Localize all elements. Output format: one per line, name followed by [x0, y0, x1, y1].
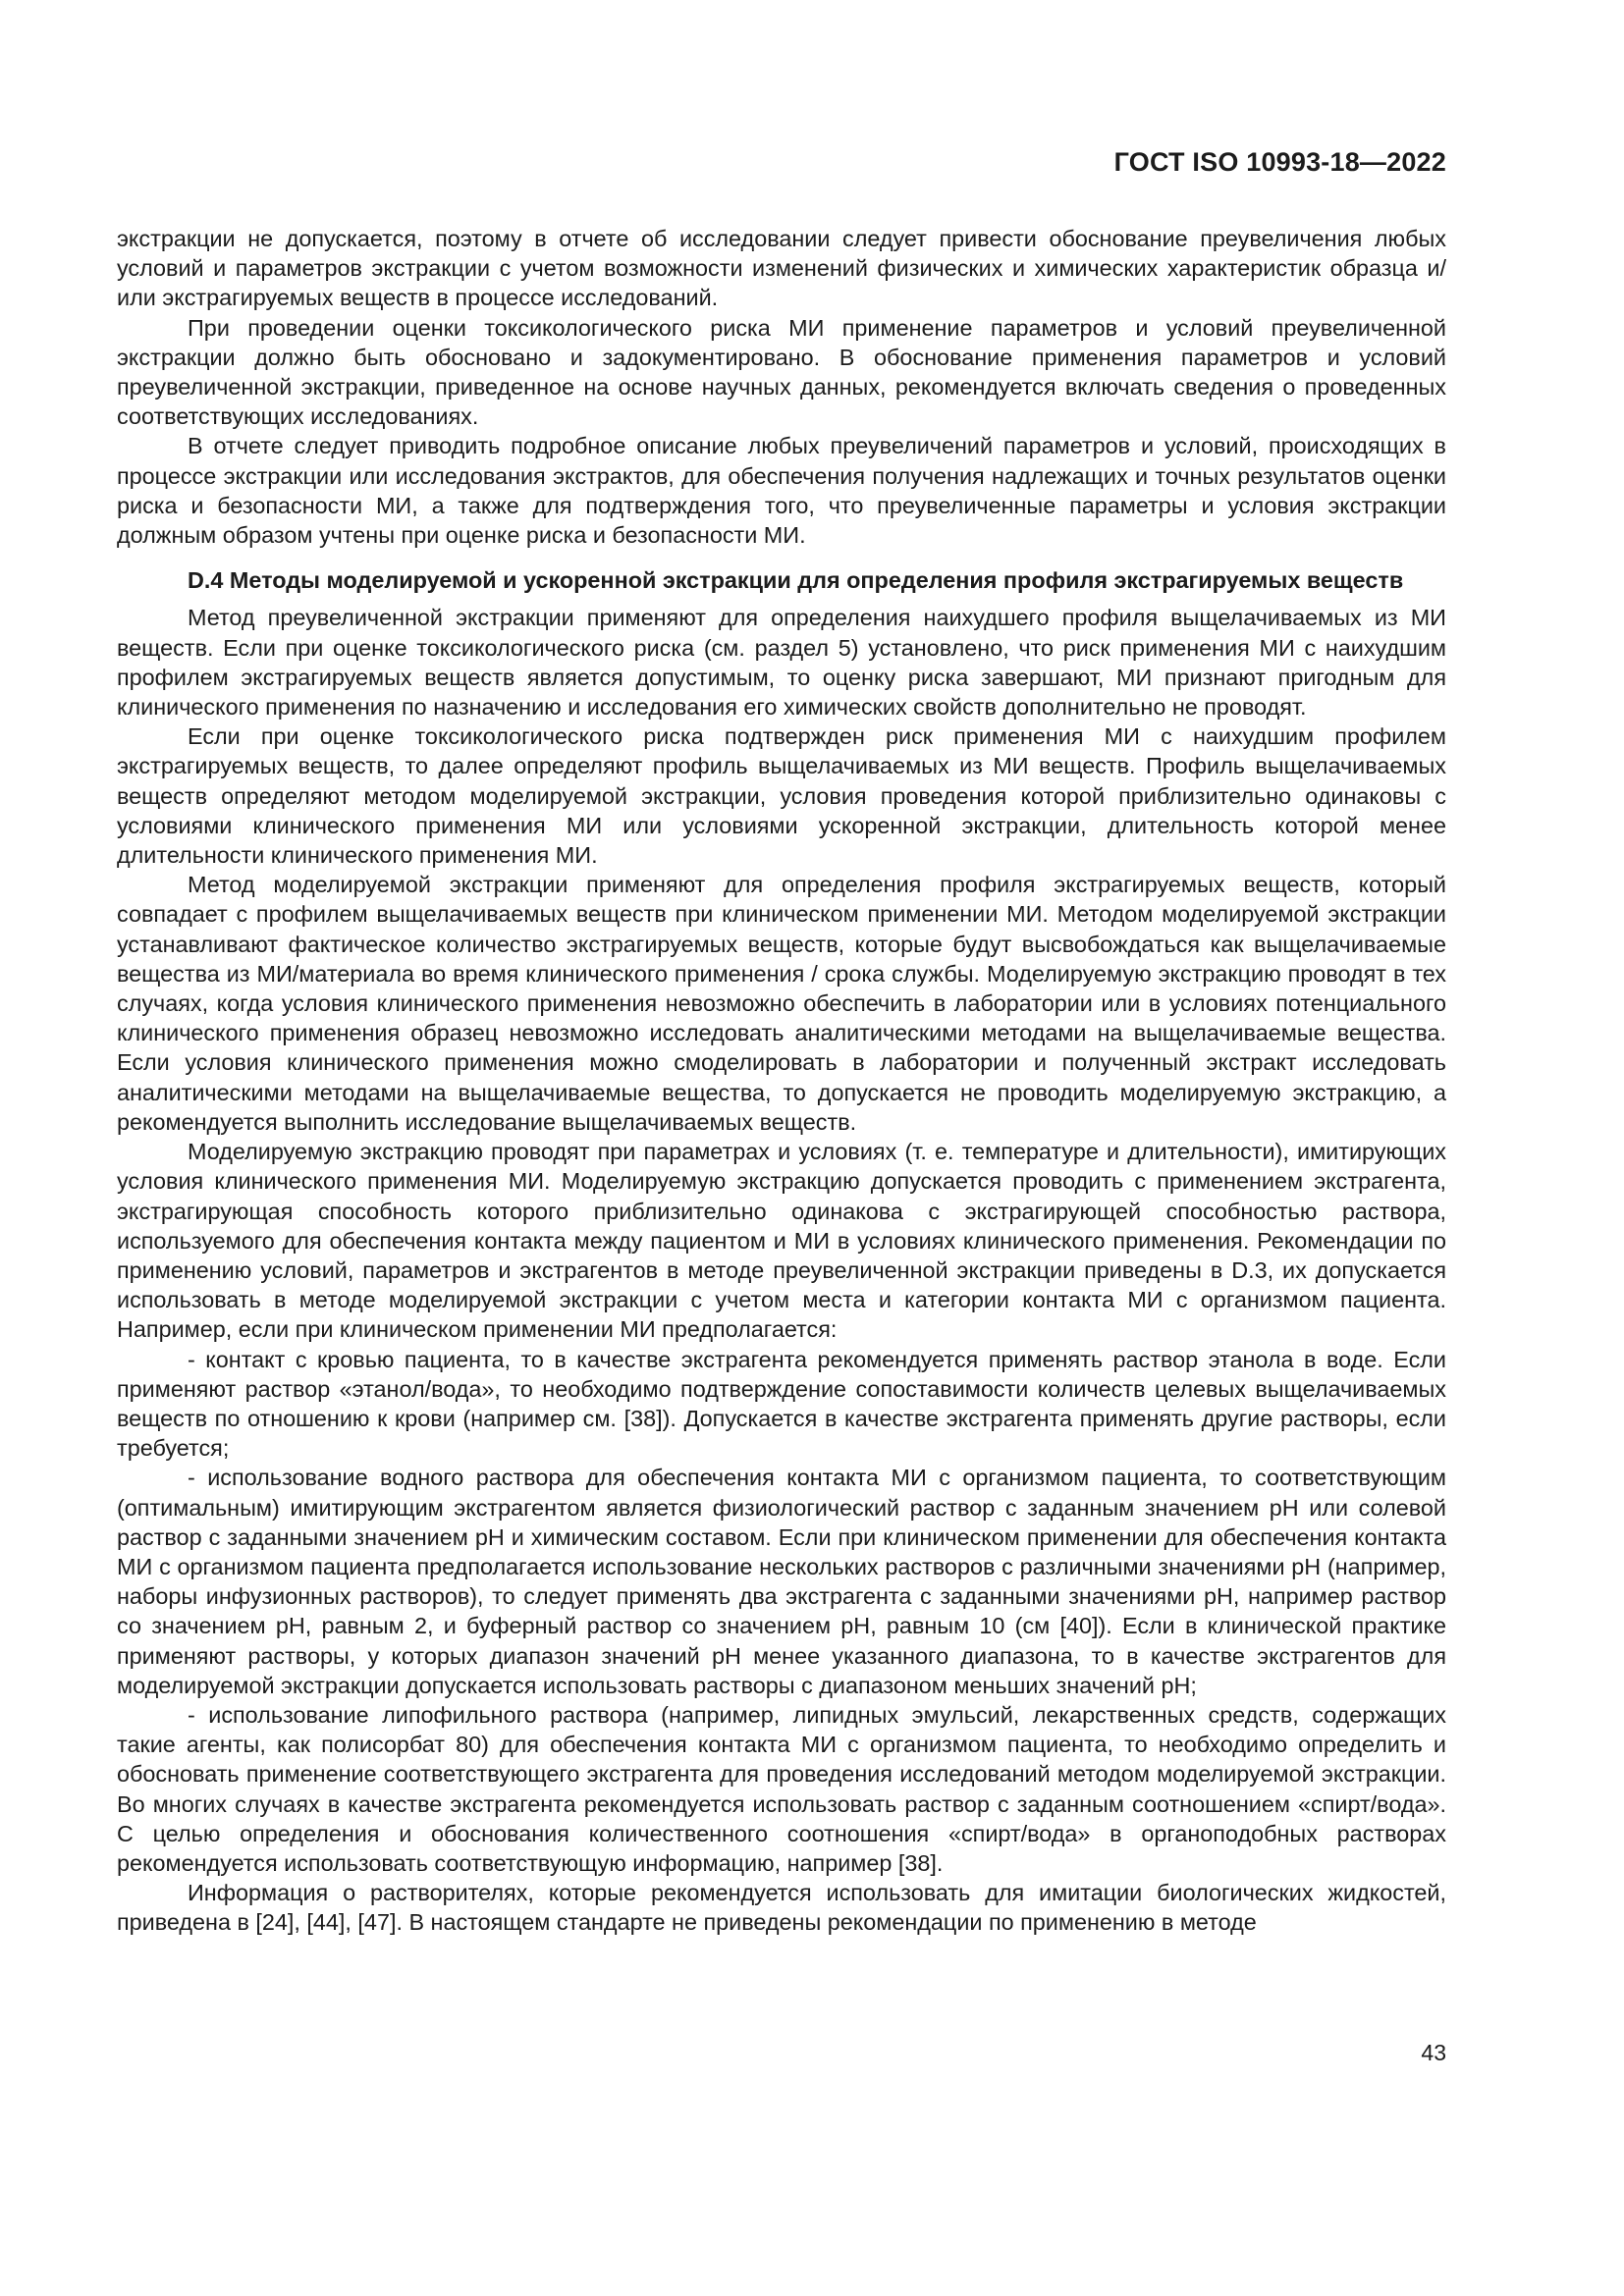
paragraph: Метод моделируемой экстракции применяют для определения профиля экстрагируемых веществ, который совпадает с профилем выщелачиваемых веществ при клиническом применении МИ. Методом моделируемой экстракции устанавливают фактическое количество экстрагируемых веществ, которые будут высвобождаться как выщелачиваемые вещества из МИ/материала во время клинического применения / срока службы. Моделируемую экстракцию проводят в тех случаях, когда условия клинического применения невозможно обеспечить в лаборатории или в условиях потенциального клинического применения образец невозможно исследовать аналитическими методами на выщелачиваемые вещества. Если условия клинического применения можно смоделировать в лаборатории и полученный экстракт исследовать аналитическими методами на выщелачиваемые вещества, то допускается не проводить моделируемую экстракцию, а рекомендуется выполнить исследование выщелачиваемых веществ. [117, 872, 1446, 1135]
document-header: ГОСТ ISO 10993-18—2022 [1113, 147, 1446, 177]
paragraph: При проведении оценки токсикологического риска МИ применение параметров и условий преувеличенной экстракции должно быть обосновано и задокументировано. В обоснование применения параметров и условий преувеличенной экстракции, приведенное на основе научных данных, рекомендуется включать сведения о проведенных соответствующих исследованиях. [117, 314, 1446, 430]
paragraph: Моделируемую экстракцию проводят при параметрах и условиях (т. е. температуре и длительности), имитирующих условия клинического применения МИ. Моделируемую экстракцию допускается проводить с применением экстрагента, экстрагирующая способность которого приблизительно одинакова с экстрагирующей способностью раствора, используемого для обеспечения контакта между пациентом и МИ в условиях клинического применения. Рекомендации по применению условий, параметров и экстрагентов в методе преувеличенной экстракции приведены в D.3, их допускается использовать в методе моделируемой экстракции с учетом места и категории контакта МИ с организмом пациента. Например, если при клиническом применении МИ предполагается: [117, 1139, 1446, 1343]
list-item: - контакт с кровью пациента, то в качестве экстрагента рекомендуется применять раствор этанола в воде. Если применяют раствор «этанол/вода», то необходимо подтверждение сопоставимости количеств целевых выщелачиваемых веществ по отношению к крови (например см. [38]). Допускается в качестве экстрагента применять другие растворы, если требуется; [117, 1346, 1446, 1462]
page-body [117, 224, 1446, 1938]
paragraph: Информация о растворителях, которые рекомендуется использовать для имитации биологических жидкостей, приведена в [24], [44], [47]. В настоящем стандарте не приведены рекомендации по применению в методе [117, 1880, 1446, 1936]
page-number: 43 [1421, 2040, 1446, 2065]
paragraph: В отчете следует приводить подробное описание любых преувеличений параметров и условий, происходящих в процессе экстракции или исследования экстрактов, для обеспечения получения надлежащих и точных результатов оценки риска и безопасности МИ, а также для подтверждения того, что преувеличенные параметры и условия экстракции должным образом учтены при оценке риска и безопасности МИ. [117, 433, 1446, 549]
paragraph: Если при оценке токсикологического риска подтвержден риск применения МИ с наихудшим профилем экстрагируемых веществ, то далее определяют профиль выщелачиваемых из МИ веществ. Профиль выщелачиваемых веществ определяют методом моделируемой экстракции, условия проведения которой приблизительно одинаковы с условиями клинического применения МИ или условиями ускоренной экстракции, длительность которой менее длительности клинического применения МИ. [117, 723, 1446, 869]
paragraph: экстракции не допускается, поэтому в отчете об исследовании следует привести обоснование преувеличения любых условий и параметров экстракции с учетом возможности изменений физических и химических характеристик образца и/или экстрагируемых веществ в процессе исследований. [117, 226, 1446, 311]
section-title: D.4 Методы моделируемой и ускоренной экстракции для определения профиля экстрагируемых веществ [188, 567, 1404, 594]
paragraph: Метод преувеличенной экстракции применяют для определения наихудшего профиля выщелачиваемых из МИ веществ. Если при оценке токсикологического риска (см. раздел 5) установлено, что риск применения МИ с наихудшим профилем экстрагируемых веществ является допустимым, то оценку риска завершают, МИ признают пригодным для клинического применения по назначению и исследования его химических свойств дополнительно не проводят. [117, 605, 1446, 721]
list-item: - использование липофильного раствора (например, липидных эмульсий, лекарственных средств, содержащих такие агенты, как полисорбат 80) для обеспечения контакта МИ с организмом пациента, то необходимо определить и обосновать применение соответствующего экстрагента для проведения исследований методом моделируемой экстракции. Во многих случаях в качестве экстрагента рекомендуется использовать раствор с заданным соотношением «спирт/вода». С целью определения и обоснования количественного соотношения «спирт/вода» в органоподобных растворах рекомендуется использовать соответствующую информацию, например [38]. [117, 1701, 1446, 1876]
list-item: - использование водного раствора для обеспечения контакта МИ с организмом пациента, то соответствующим (оптимальным) имитирующим экстрагентом является физиологический раствор с заданным значением pH или солевой раствор с заданными значением pH и химическим составом. Если при клиническом применении для обеспечения контакта МИ с организмом пациента предполагается использование нескольких растворов с различными значениями pH (например, наборы инфузионных растворов), то следует применять два экстрагента с заданными значениями pH, например раствор со значением pH, равным 2, и буферный раствор со значением pH, равным 10 (см [40]). Если в клинической практике применяют растворы, у которых диапазон значений pH менее указанного диапазона, то в качестве экстрагентов для моделируемой экстракции допускается использовать растворы с диапазоном меньших значений pH; [117, 1465, 1446, 1698]
